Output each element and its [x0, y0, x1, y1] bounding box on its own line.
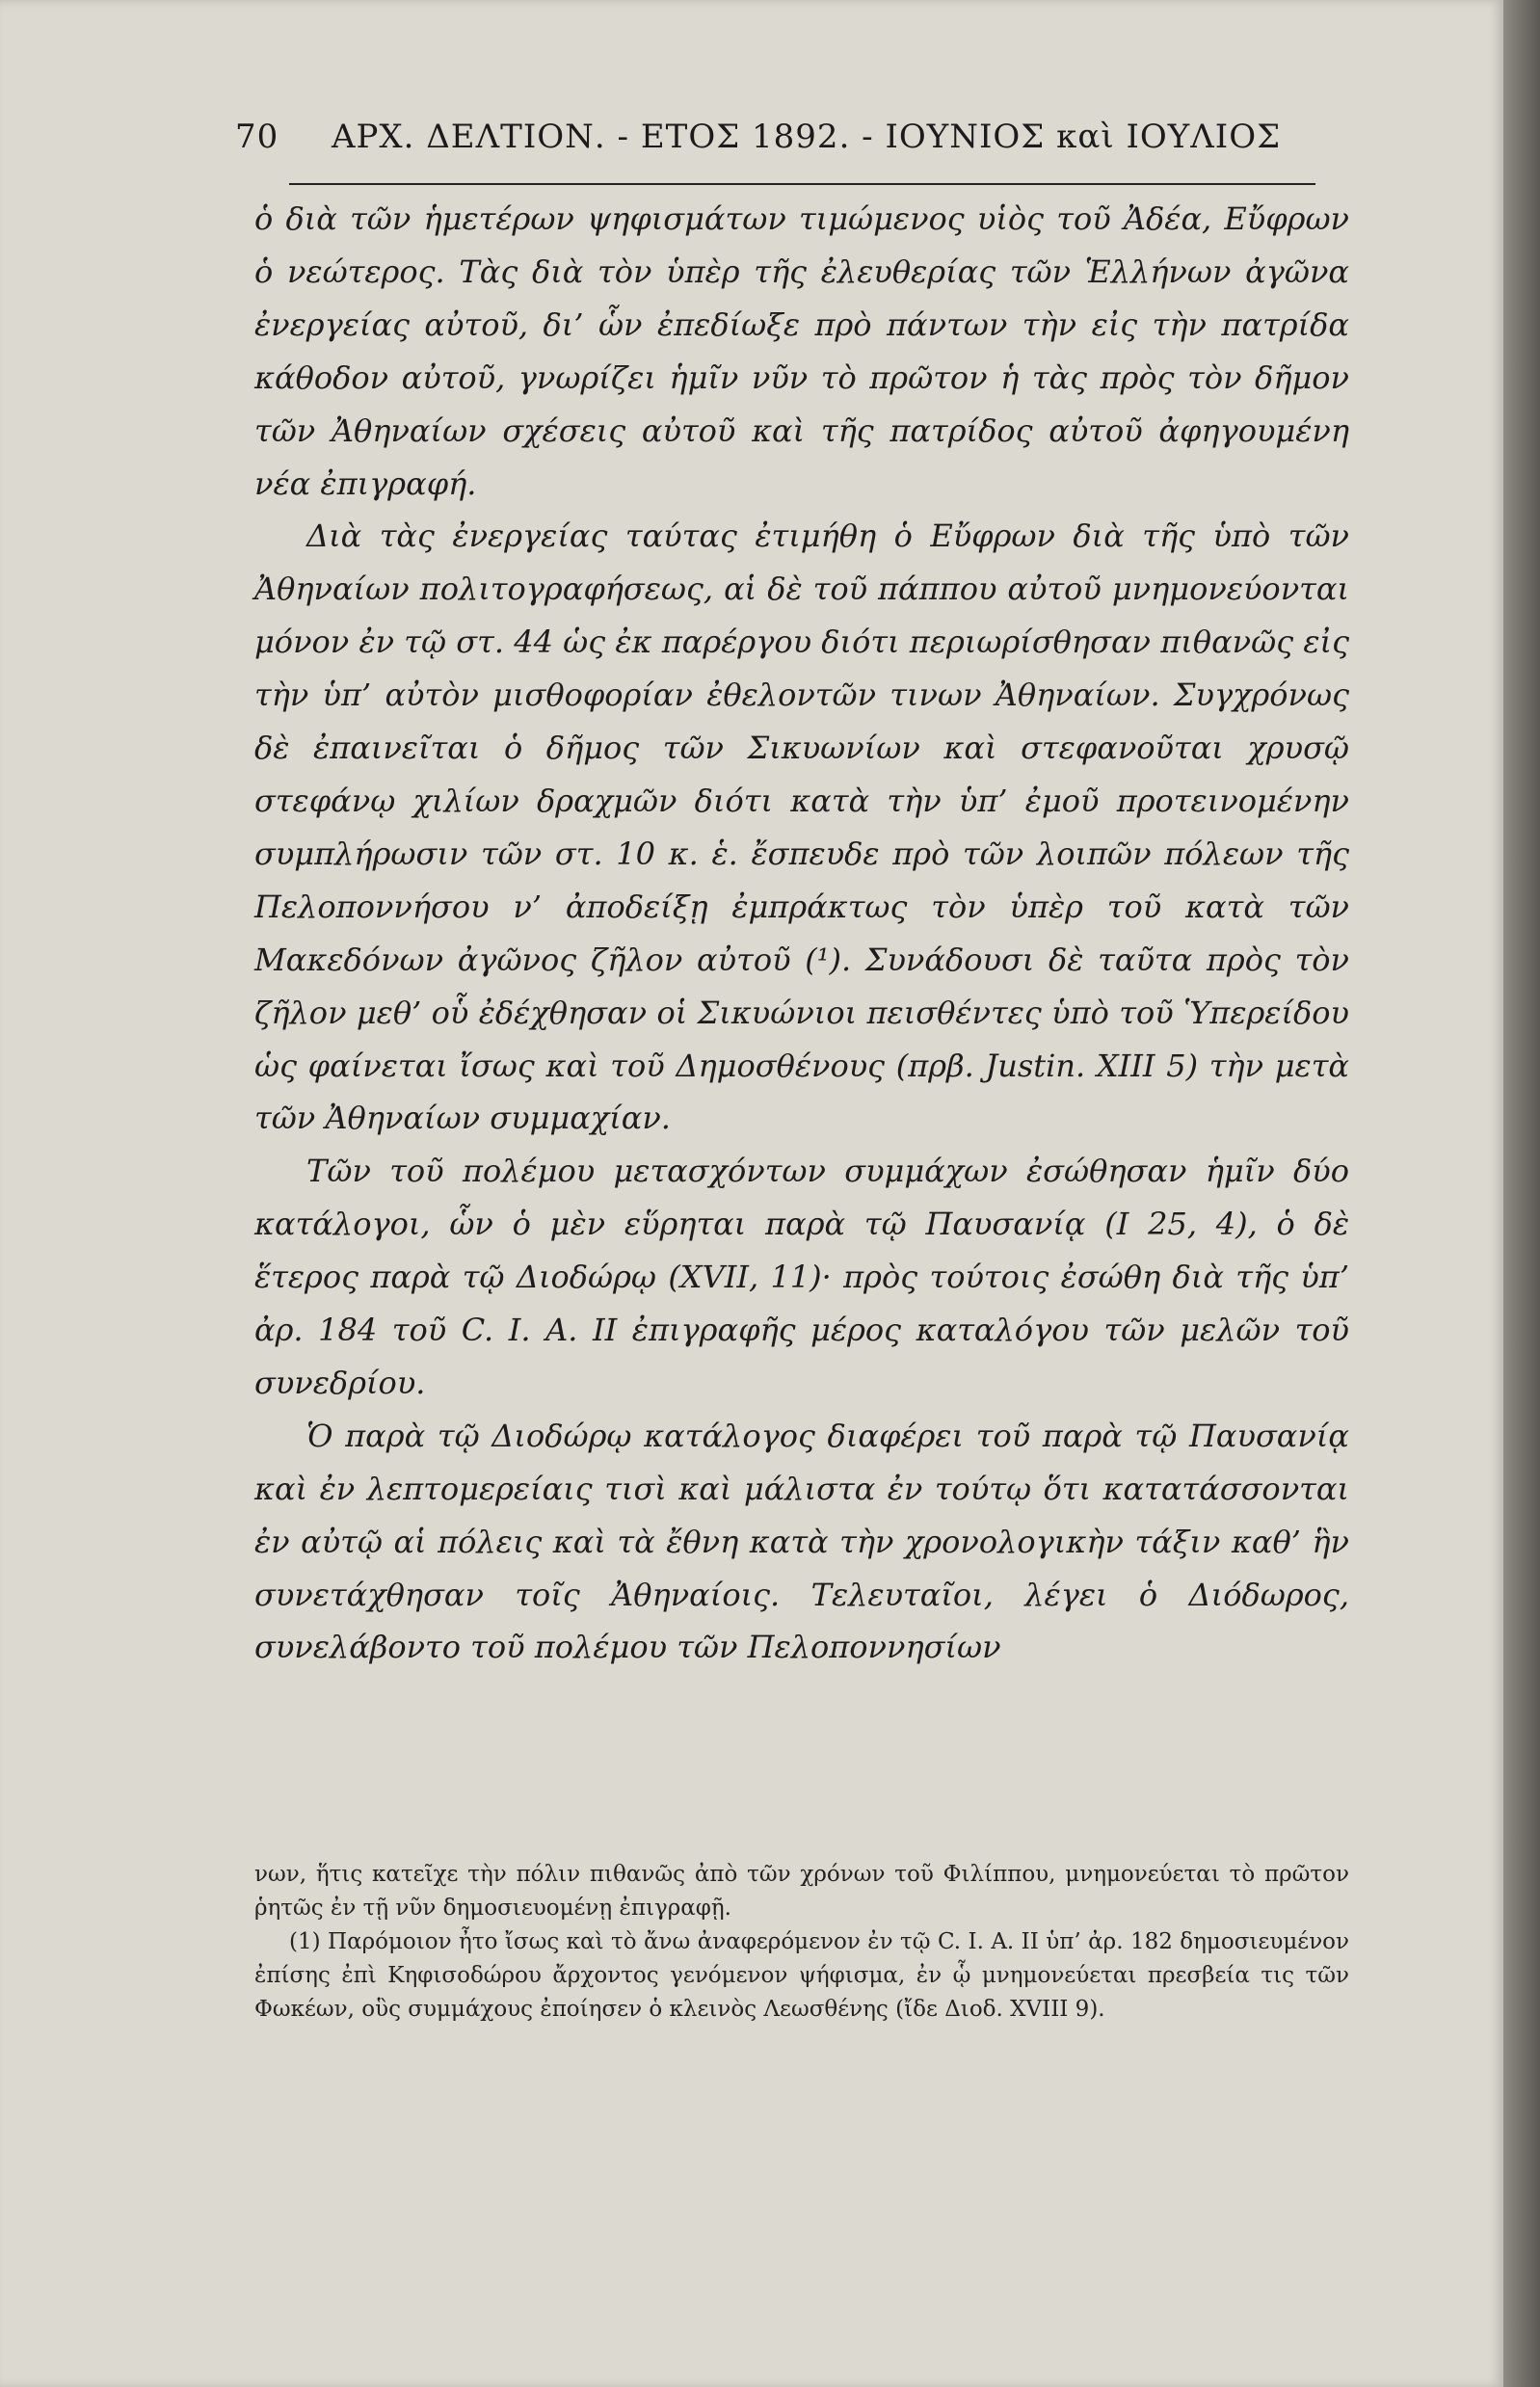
footnotes: [254, 1858, 1349, 2027]
paragraph: Διὰ τὰς ἐνεργείας ταύτας ἐτιμήθη ὁ Εὔφρων διὰ τῆς ὑπὸ τῶν Ἀθηναίων πολιτογραφήσεως, αἱ δὲ τοῦ πάππου αὐτοῦ μνημονεύονται μόνον ἐν τῷ στ. 44 ὡς ἐκ παρέργου διότι περιωρίσθησαν πιθανῶς εἰς τὴν ὑπ’ αὐτὸν μισθοφορίαν ἐθελοντῶν τινων Ἀθηναίων. Συγχρόνως δὲ ἐπαινεῖται ὁ δῆμος τῶν Σικυωνίων καὶ στεφανοῦται χρυσῷ στεφάνῳ χιλίων δραχμῶν διότι κατὰ τὴν ὑπ’ ἐμοῦ προτεινομένην συμπλήρωσιν τῶν στ. 10 κ. ἑ. ἔσπευδε πρὸ τῶν λοιπῶν πόλεων τῆς Πελοποννήσου ν’ ἀποδείξῃ ἐμπράκτως τὸν ὑπὲρ τοῦ κατὰ τῶν Μακεδόνων ἀγῶνος ζῆλον αὐτοῦ (¹). Συνάδουσι δὲ ταῦτα πρὸς τὸν ζῆλον μεθ’ οὗ ἐδέχθησαν οἱ Σικυώνιοι πεισθέντες ὑπὸ τοῦ Ὑπερείδου ὡς φαίνεται ἴσως καὶ τοῦ Δημοσθένους (πρβ. Justin. XIII 5) τὴν μετὰ τῶν Ἀθηναίων συμμαχίαν.: [254, 517, 1349, 1137]
running-title: ΑΡΧ. ΔΕΛΤΙΟΝ. - ΕΤΟΣ 1892. - ΙΟΥΝΙΟΣ καὶ ΙΟΥΛΙΟΣ: [332, 118, 1282, 156]
footnote-continuation: νων, ἥτις κατεῖχε τὴν πόλιν πιθανῶς ἀπὸ τῶν χρόνων τοῦ Φιλίππου, μνημονεύεται τὸ πρῶτον ῥητῶς ἐν τῇ νῦν δημοσιευομένῃ ἐπιγραφῇ.: [254, 1862, 1349, 1921]
paragraph: Ὁ παρὰ τῷ Διοδώρῳ κατάλογος διαφέρει τοῦ παρὰ τῷ Παυσανίᾳ καὶ ἐν λεπτομερείαις τισὶ καὶ μάλιστα ἐν τούτῳ ὅτι κατατάσσονται ἐν αὐτῷ αἱ πόλεις καὶ τὰ ἔθνη κατὰ τὴν χρονολογικὴν τάξιν καθ’ ἣν συνετάχθησαν τοῖς Ἀθηναίοις. Τελευταῖοι, λέγει ὁ Διόδωρος, συνελάβοντο τοῦ πολέμου τῶν Πελοποννησίων: [254, 1417, 1349, 1666]
paragraph: ὁ διὰ τῶν ἡμετέρων ψηφισμάτων τιμώμενος υἱὸς τοῦ Ἀδέα, Εὔφρων ὁ νεώτερος. Τὰς διὰ τὸν ὑπὲρ τῆς ἐλευθερίας τῶν Ἑλλήνων ἀγῶνα ἐνεργείας αὐτοῦ, δι’ ὧν ἐπεδίωξε πρὸ πάντων τὴν εἰς τὴν πατρίδα κάθοδον αὐτοῦ, γνωρίζει ἡμῖν νῦν τὸ πρῶτον ἡ τὰς πρὸς τὸν δῆμον τῶν Ἀθηναίων σχέσεις αὐτοῦ καὶ τῆς πατρίδος αὐτοῦ ἀφηγουμένη νέα ἐπιγραφή.: [254, 200, 1349, 502]
footnote-1: (1) Παρόμοιον ἦτο ἴσως καὶ τὸ ἄνω ἀναφερόμενον ἐν τῷ C. I. A. II ὑπ’ ἀρ. 182 δημοσιευμένον ἐπίσης ἐπὶ Κηφισοδώρου ἄρχοντος γενόμενον ψήφισμα, ἐν ᾧ μνημονεύεται πρεσβεία τις τῶν Φωκέων, οὓς συμμάχους ἐποίησεν ὁ κλεινὸς Λεωσθένης (ἴδε Διοδ. XVIII 9).: [254, 1929, 1349, 2022]
main-text: [254, 193, 1349, 1674]
page-number: 70: [235, 118, 279, 156]
header-rule: [289, 183, 1315, 185]
paragraph: Τῶν τοῦ πολέμου μετασχόντων συμμάχων ἐσώθησαν ἡμῖν δύο κατάλογοι, ὧν ὁ μὲν εὕρηται παρὰ τῷ Παυσανίᾳ (I 25, 4), ὁ δὲ ἕτερος παρὰ τῷ Διοδώρῳ (XVII, 11)· πρὸς τούτοις ἐσώθη διὰ τῆς ὑπ’ ἀρ. 184 τοῦ C. I. A. II ἐπιγραφῆς μέρος καταλόγου τῶν μελῶν τοῦ συνεδρίου.: [254, 1153, 1349, 1401]
page-edge: [1503, 0, 1540, 2387]
running-header: [235, 114, 1282, 168]
